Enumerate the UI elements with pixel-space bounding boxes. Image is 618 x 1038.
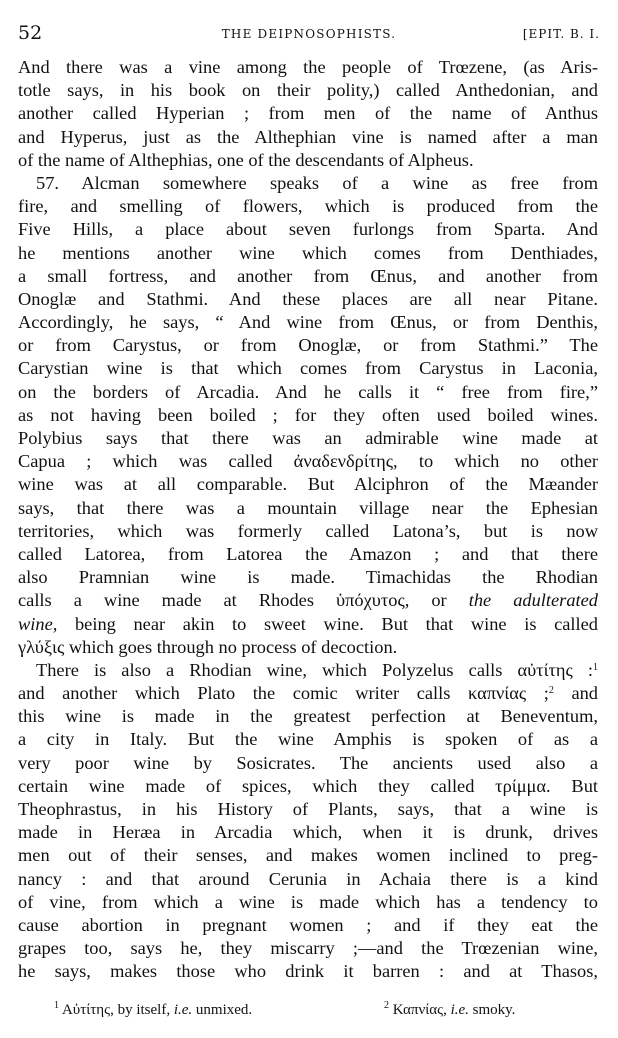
text-line: or from Carystus, or from Onoglæ, or from Stathmi.” The — [18, 335, 598, 356]
text-line-mixed — [18, 659, 598, 682]
footnote-word: Καπνίας, — [392, 1002, 447, 1018]
footnote-abbrev: i.e. — [173, 1002, 193, 1018]
text-line: nancy : and that around Cerunia in Achaia there is a kind — [18, 868, 598, 889]
text-segment: being near akin to sweet wine. But that wine is called — [74, 613, 598, 634]
text-line: says, that there was a mountain village near the Ephesian — [18, 497, 598, 518]
text-line: made in Heræa in Arcadia which, when it is drunk, drives — [18, 822, 598, 843]
text-line-mixed — [18, 589, 598, 612]
footnote-gloss: unmixed. — [195, 1002, 253, 1018]
text-line: a small fortress, and another from Œnus, and another from — [18, 265, 598, 286]
text-line: γλύξις which goes through no process of decoction. — [18, 636, 398, 657]
running-title: THE DEIPNOSOPHISTS. — [221, 27, 397, 41]
text-line: he says, makes those who drink it barren : and at Thasos, — [18, 961, 598, 982]
text-line: as not having been boiled ; for they often used boiled wines. — [18, 404, 598, 425]
text-segment: There is also a Rhodian wine, which Polyzelus calls αὐτίτης : — [36, 659, 593, 680]
text-line: called Latorea, from Latorea the Amazon ; and that there — [18, 543, 598, 564]
text-line: wine was at all comparable. But Alciphron of the Mæander — [18, 474, 598, 495]
text-line: this wine is made in the greatest perfection at Beneventum, — [18, 706, 598, 727]
italic-phrase: wine, — [18, 613, 58, 634]
footnote-gloss: smoky. — [472, 1002, 516, 1018]
text-line: Capua ; which was called ἀναδενδρίτης, to which no other — [18, 451, 598, 472]
text-line: Accordingly, he says, “ And wine from Œnus, or from Denthis, — [18, 312, 598, 333]
footnote-word: Αὐτίτης, — [61, 1002, 114, 1018]
footnotes — [18, 1000, 598, 1022]
text-line: certain wine made of spices, which they called τρίμμα. But — [18, 775, 598, 796]
italic-phrase: the adulterated — [468, 590, 598, 611]
footnote-abbrev: i.e. — [450, 1002, 469, 1018]
text-line: Polybius says that there was an admirable wine made at — [18, 428, 598, 448]
footnote-1 — [54, 1000, 252, 1020]
text-line: totle says, in his book on their polity,) called Anthedonian, and — [18, 80, 598, 101]
text-line: men out of their senses, and makes women inclined to preg- — [18, 845, 598, 866]
footnote-number: 2 — [384, 1000, 389, 1011]
text-line: Carystian wine is that which comes from Carystus in Laconia, — [18, 358, 598, 379]
text-line: on the borders of Arcadia. And he calls it “ free from fire,” — [18, 381, 598, 402]
section-reference: [EPIT. B. I. — [522, 27, 600, 41]
footnote-text: by itself, — [117, 1002, 171, 1018]
page-header — [18, 22, 600, 44]
text-line: grapes too, says he, they miscarry ;—and the Trœzenian wine, — [18, 938, 598, 959]
footnote-number: 1 — [54, 1000, 59, 1011]
text-line: he mentions another wine which comes from Denthiades, — [18, 242, 598, 263]
text-segment: calls a wine made at Rhodes ὑπόχυτος, or — [18, 590, 447, 611]
text-segment: and another which Plato the comic writer calls καπνίας ; — [18, 683, 549, 704]
text-line: very poor wine by Sosicrates. The ancients used also a — [18, 752, 598, 773]
text-line: and Hyperus, just as the Althephian vine is named after a man — [18, 126, 598, 147]
text-line: Onoglæ and Stathmi. And these places are all near Pitane. — [18, 288, 598, 309]
text-line: of the name of Althephias, one of the descendants of Alpheus. — [18, 149, 474, 170]
footnote-marker: 1 — [593, 661, 598, 673]
text-segment: and — [571, 683, 598, 704]
text-line: a city in Italy. But the wine Amphis is spoken of as a — [18, 729, 598, 750]
footnote-marker: 2 — [548, 685, 554, 697]
text-line: another called Hyperian ; from men of the name of Anthus — [18, 103, 598, 124]
text-line: of vine, from which a wine is made which has a tendency to — [18, 891, 598, 912]
text-line: fire, and smelling of flowers, which is produced from the — [18, 196, 598, 217]
text-line-mixed — [18, 613, 598, 636]
footnote-2 — [384, 1000, 515, 1020]
text-line: cause abortion in pregnant women ; and if they eat the — [18, 914, 598, 935]
text-line: territories, which was formerly called Latona’s, but is now — [18, 520, 598, 541]
text-line: also Pramnian wine is made. Timachidas the Rhodian — [18, 567, 598, 588]
text-line: Five Hills, a place about seven furlongs from Sparta. And — [18, 219, 598, 240]
text-line: And there was a vine among the people of Trœzene, (as Aris- — [18, 57, 598, 77]
text-line-mixed — [18, 682, 598, 705]
page-number: 52 — [18, 22, 43, 44]
text-line: 57. Alcman somewhere speaks of a wine as free from — [36, 172, 598, 193]
body-text — [18, 56, 598, 984]
text-line: Theophrastus, in his History of Plants, says, that a wine is — [18, 799, 598, 819]
